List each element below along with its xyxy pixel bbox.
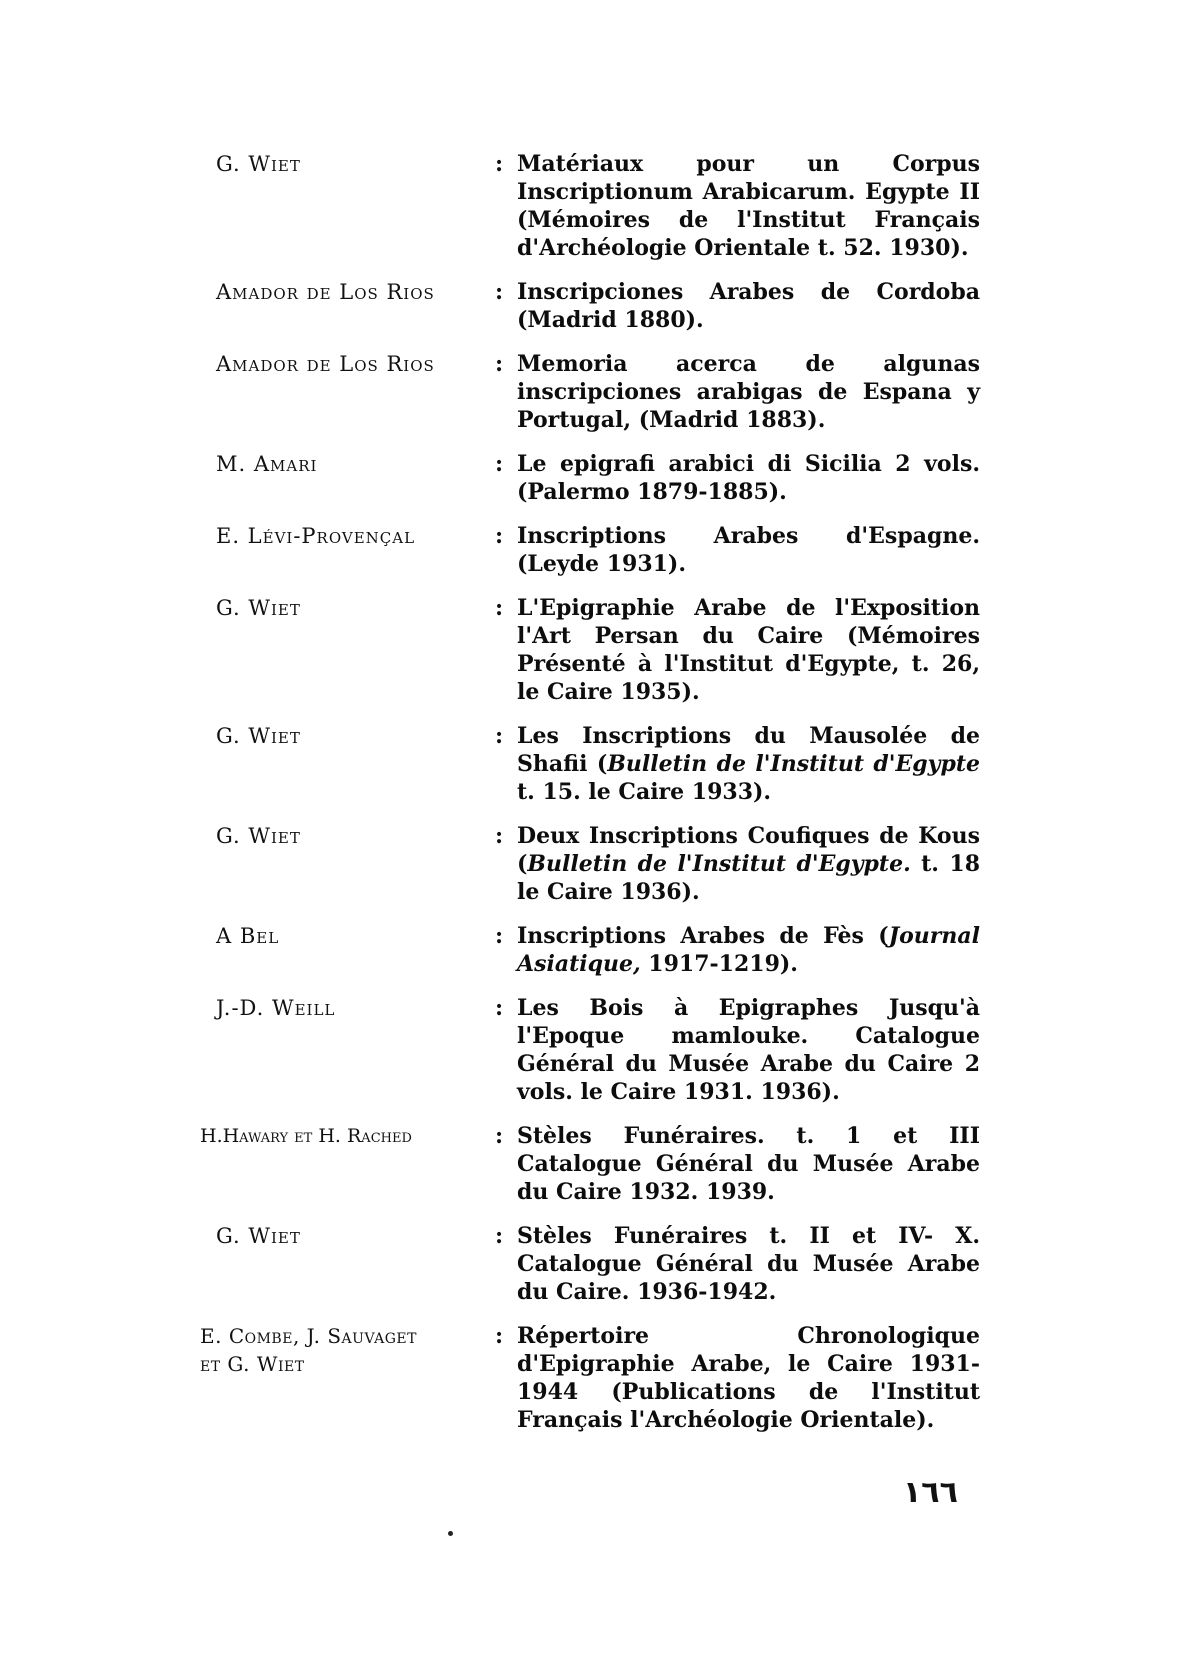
bibliography-entry (200, 822, 980, 906)
work-text: 1917-1219). (640, 951, 798, 977)
journal-title: Bulletin de l'Institut d'Egypte. (527, 851, 911, 877)
page-number: ١٦٦ (903, 1475, 958, 1510)
entry-author: Amador de Los Rios (216, 280, 435, 304)
bibliography-entry (200, 1222, 980, 1306)
entry-separator: : (495, 995, 504, 1021)
entry-author: A Bel (216, 924, 280, 948)
bibliography-entry (200, 350, 980, 434)
entry-work (517, 822, 980, 906)
bibliography-entry (200, 1122, 980, 1206)
entry-separator: : (495, 723, 504, 749)
entry-work: Stèles Funéraires t. II et IV- X. Catalogue Général du Musée Arabe du Caire. 1936-1942. (517, 1223, 980, 1305)
entry-author: H.Hawary et H. Rached (200, 1125, 412, 1147)
work-text: t. 15. le Caire 1933). (517, 779, 772, 805)
ink-speck (448, 1531, 453, 1536)
work-text: t. 18 le Caire 1936). (517, 851, 981, 905)
bibliography-entry (200, 522, 980, 578)
entry-separator: : (495, 1323, 504, 1349)
entry-separator: : (495, 1223, 504, 1249)
entry-author: G. Wiet (216, 152, 301, 176)
entry-work: Les Bois à Epigraphes Jusqu'à l'Epoque mamlouke. Catalogue Général du Musée Arabe du Caire 2 vols. le Caire 1931. 1936). (517, 995, 980, 1105)
work-text: Inscriptions Arabes de Fès ( (517, 923, 889, 949)
bibliography-entry (200, 1322, 980, 1434)
journal-title: Journal Asiatique, (517, 923, 980, 977)
entry-separator: : (495, 523, 504, 549)
entry-work: Le epigrafi arabici di Sicilia 2 vols. (Palermo 1879-1885). (517, 451, 980, 505)
work-text: Deux Inscriptions Coufiques de Kous ( (517, 823, 980, 877)
entry-author: Amador de Los Rios (216, 352, 435, 376)
entry-author: G. Wiet (216, 596, 301, 620)
entry-separator: : (495, 1123, 504, 1149)
entry-separator: : (495, 279, 504, 305)
entry-separator: : (495, 351, 504, 377)
work-text: Les Inscriptions du Mausolée de Shafii ( (517, 723, 980, 777)
entry-author: E. Combe, J. Sauvaget et G. Wiet (200, 1324, 417, 1376)
entry-work: Matériaux pour un Corpus Inscriptionum Arabicarum. Egypte II (Mémoires de l'Institut Français d'Archéologie Orientale t. 52. 1930). (517, 151, 980, 261)
entry-author: E. Lévi-Provençal (216, 524, 416, 548)
bibliography-entry (200, 922, 980, 978)
bibliography-entry (200, 594, 980, 706)
entry-work (517, 722, 980, 806)
entry-author: G. Wiet (216, 824, 301, 848)
entry-work: L'Epigraphie Arabe de l'Exposition l'Art Persan du Caire (Mémoires Présenté à l'Institut d'Egypte, t. 26, le Caire 1935). (517, 595, 980, 705)
entry-work: Memoria acerca de algunas inscripciones arabigas de Espana y Portugal, (Madrid 1883). (517, 351, 980, 433)
entry-author: G. Wiet (216, 1224, 301, 1248)
entry-work: Inscripciones Arabes de Cordoba (Madrid 1880). (517, 279, 980, 333)
entry-work: Inscriptions Arabes d'Espagne.(Leyde 1931). (517, 523, 980, 577)
entry-separator: : (495, 823, 504, 849)
entry-work (517, 922, 980, 978)
entry-author: J.-D. Weill (216, 996, 336, 1020)
entry-separator: : (495, 595, 504, 621)
entry-separator: : (495, 923, 504, 949)
entry-author: G. Wiet (216, 724, 301, 748)
bibliography-entry (200, 994, 980, 1106)
entry-separator: : (495, 451, 504, 477)
entry-separator: : (495, 151, 504, 177)
journal-title: Bulletin de l'Institut d'Egypte (607, 751, 980, 777)
bibliography-entry (200, 450, 980, 506)
bibliography-entry (200, 278, 980, 334)
bibliography-list (200, 150, 980, 1450)
entry-author: M. Amari (216, 452, 318, 476)
bibliography-entry (200, 150, 980, 262)
entry-work: Répertoire Chronologique d'Epigraphie Arabe, le Caire 1931-1944 (Publications de l'Institut Français l'Archéologie Orientale). (517, 1323, 980, 1433)
entry-work: Stèles Funéraires. t. 1 et III Catalogue Général du Musée Arabe du Caire 1932. 1939. (517, 1123, 980, 1205)
bibliography-entry (200, 722, 980, 806)
